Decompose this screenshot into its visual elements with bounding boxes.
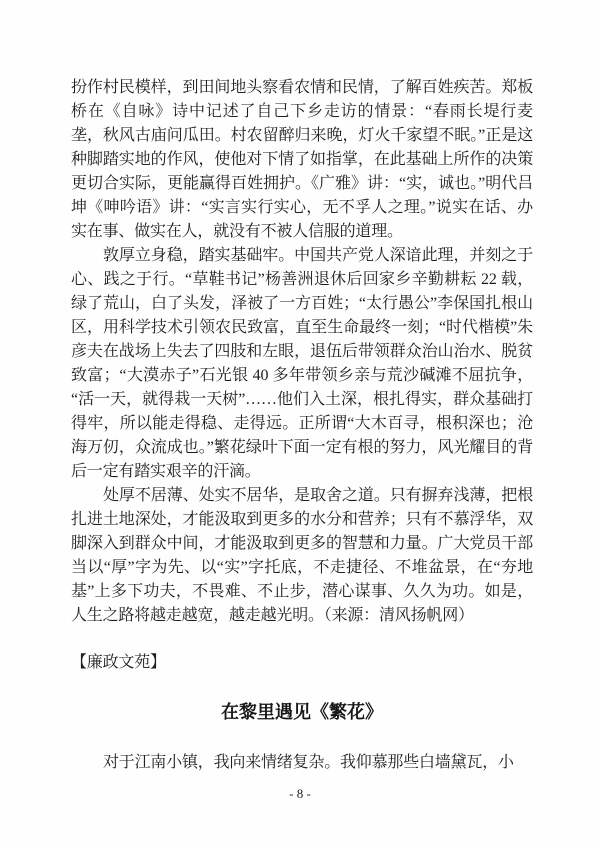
page-content bbox=[71, 76, 533, 775]
page-number: - 8 - bbox=[289, 786, 311, 801]
paragraph-dunhou: 敦厚立身稳，踏实基础牢。中国共产党人深谙此理，并刻之于心、践之于行。“草鞋书记”杨善洲退休后回家乡辛勤耕耘 22 载，绿了荒山，白了头发，泽被了一方百姓；“太行愚公”李保国扎根山区，用科学技术引领农民致富，直至生命最终一刻；“时代楷模”朱彦夫在战场上失去了四肢和左眼，退伍后带领群众治山治水、脱贫致富；“大漠赤子”石光银 40 多年带领乡亲与荒沙碱滩不屈抗争，“活一天，就得栽一天树”……他们入土深，根扎得实，群众基础打得牢，所以能走得稳、走得远。正所谓“大木百寻，根积深也；沧海万仞，众流成也。”繁花绿叶下面一定有根的努力，风光耀目的背后一定有踏实艰辛的汗滴。 bbox=[71, 247, 533, 480]
article-title: 在黎里遇见《繁花》 bbox=[221, 702, 383, 722]
paragraph-article-lead: 对于江南小镇，我向来情绪复杂。我仰慕那些白墙黛瓦，小 bbox=[103, 754, 514, 771]
paragraph-continuation: 扮作村民模样，到田间地头察看农情和民情，了解百姓疾苦。郑板桥在《自咏》诗中记述了自己下乡走访的情景：“春雨长堤行麦垄，秋风古庙问瓜田。村农留醉归来晚，灯火千家望不眠。”正是这种脚踏实地的作风，使他对下情了如指掌，在此基础上所作的决策更切合实际，更能赢得百姓拥护。《广雅》讲：“实，诚也。”明代吕坤《呻吟语》讲：“实言实行实心，无不孚人之理。”说实在话、办实在事、做实在人，就没有不被人信服的道理。 bbox=[71, 79, 533, 240]
section-header-lianzheng-wenyuan: 【廉政文苑】 bbox=[71, 654, 166, 671]
paragraph-chuhou: 处厚不居薄、处实不居华，是取舍之道。只有摒弃浅薄，把根扎进土地深处，才能汲取到更多的水分和营养；只有不慕浮华，双脚深入到群众中间，才能汲取到更多的智慧和力量。广大党员干部当以“厚”字为先、以“实”字托底，不走捷径、不堆盆景，在“夯地基”上多下功夫，不畏难、不止步，潜心谋事、久久为功。如是，人生之路将越走越宽，越走越光明。（来源：清风扬帆网） bbox=[71, 487, 533, 624]
